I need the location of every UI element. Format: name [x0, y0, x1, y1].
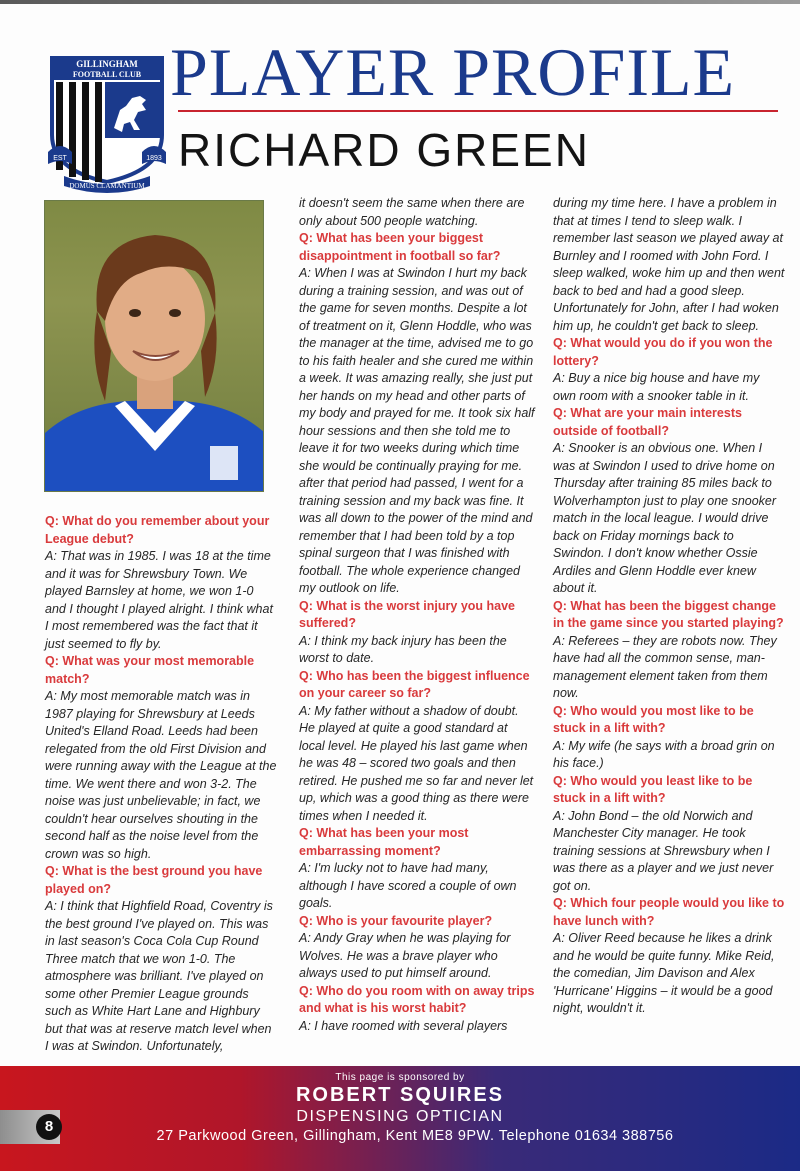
- crest-line2: FOOTBALL CLUB: [72, 70, 142, 79]
- question: Q: What has been your most embarrassing moment?: [299, 826, 469, 858]
- answer: A: Oliver Reed because he likes a drink and he would be quite funny. Mike Reid, the comedian, Jim Davison and Alex 'Hurricane' Higgins – it would be a good night, wouldn't it.: [553, 931, 775, 1015]
- question: Q: What is the worst injury you have suffered?: [299, 598, 516, 630]
- answer: A: I'm lucky not to have had many, although I have scored a couple of own goals.: [299, 861, 517, 910]
- answer: A: Buy a nice big house and have my own room with a snooker table in it.: [553, 371, 760, 403]
- question: Q: What would you do if you won the lottery?: [553, 336, 773, 368]
- title-divider: [178, 110, 778, 112]
- sponsor-tagline: DISPENSING OPTICIAN: [296, 1108, 504, 1125]
- page-title: PLAYER PROFILE: [170, 34, 736, 110]
- sponsor-name: ROBERT SQUIRES: [295, 1084, 505, 1106]
- answer: A: I think my back injury has been the worst to date.: [299, 633, 507, 665]
- player-name: RICHARD GREEN: [178, 124, 590, 176]
- crest-motto: DOMUS CLAMANTIUM: [69, 182, 145, 190]
- question: Q: What is the best ground you have played on?: [45, 864, 263, 896]
- player-portrait-illustration: [45, 201, 264, 492]
- question: Q: Who has been the biggest influence on your career so far?: [299, 668, 530, 700]
- question: Q: What has been your biggest disappointment in football so far?: [299, 231, 501, 263]
- answer: A: John Bond – the old Norwich and Manchester City manager. He took training sessions at Shrewsbury when I was there as a player and we just never got on.: [553, 808, 774, 893]
- question: Q: Who would you least like to be stuck in a lift with?: [553, 773, 753, 805]
- question: Q: Which four people would you like to have lunch with?: [553, 896, 785, 928]
- answer: during my time here. I have a problem in that at times I tend to sleep walk. I remember last season we played away at Burnley and I roomed with John Ford. I sleep walked, woke him up and then went back to bed and had a good sleep. Unfortunately for John, after I had woken him up, he couldn't get back to sleep.: [553, 196, 785, 333]
- question: Q: Who would you most like to be stuck in a lift with?: [553, 703, 754, 735]
- question: Q: Who is your favourite player?: [299, 913, 493, 928]
- club-crest: [42, 40, 172, 195]
- answer: A: Andy Gray when he was playing for Wolves. He was a brave player who always used to put himself around.: [299, 931, 511, 980]
- answer: A: I think that Highfield Road, Coventry is the best ground I've played on. This was in last season's Coca Cola Cup Round Three match that we won 1-0. The atmosphere was brilliant. I've played on some other Premier League grounds such as White Hart Lane and Highbury but that was at reserve match level when I was at Swindon. Unfortunately,: [45, 899, 273, 1053]
- question: Q: What was your most memorable match?: [45, 654, 255, 686]
- answer: A: When I was at Swindon I hurt my back during a training session, and was out of the game for seven months. Despite a lot of treatment on it, Glenn Hoddle, who was the manager at the time, advised me to go to his faith healer and she cured me within a week. It was amazing really, she just put her hands on my head and other parts of my body and prayed for me. It took six half hour sessions and then she told me to leave it for two weeks during which time she would be continually praying for me. after that period had passed, I went for a training session and my back was fine. It was all down to the power of the mind and remember that I had been told by a top spinal surgeon that I was finished with football. The whole experience changed my outlook on life.: [299, 266, 535, 595]
- answer: A: My wife (he says with a broad grin on his face.): [553, 738, 775, 770]
- sponsor-intro: This page is sponsored by: [335, 1072, 465, 1083]
- answer: A: My most memorable match was in 1987 playing for Shrewsbury at Leeds United's Elland Road. Leeds had been relegated from the old First Division and were running away with the League at the time. We went there and won 3-2. The noise was just unbelievable; in fact, we couldn't hear ourselves shouting in the second half as the noise level from the crown was so high.: [45, 689, 277, 861]
- answer: A: Referees – they are robots now. They have had all the common sense, man-management element taken from them now.: [553, 633, 777, 700]
- page-number: 8: [36, 1114, 62, 1140]
- crest-est: EST: [53, 155, 67, 162]
- question: Q: Who do you room with on away trips and what is his worst habit?: [299, 983, 535, 1015]
- interview-column-2: [299, 195, 535, 1035]
- answer: A: Snooker is an obvious one. When I was at Swindon I used to drive home on Thursday after training 85 miles back to Wolverhampton just to play one snooker match in the local league. I would drive back on Friday mornings back to Swindon. I don't know whether Ossie Ardiles and Glenn Hoddle ever knew about it.: [553, 441, 777, 595]
- crest-line1: GILLINGHAM: [76, 59, 138, 69]
- crest-year: 1893: [146, 155, 162, 162]
- sponsor-address: 27 Parkwood Green, Gillingham, Kent ME8 9PW. Telephone 01634 388756: [156, 1128, 674, 1144]
- question: Q: What are your main interests outside of football?: [553, 406, 742, 438]
- interview-column-1: [45, 513, 277, 1056]
- answer: it doesn't seem the same when there are only about 500 people watching.: [299, 196, 525, 228]
- answer: A: I have roomed with several players: [299, 1018, 508, 1033]
- question: Q: What do you remember about your League debut?: [45, 514, 270, 546]
- answer: A: My father without a shadow of doubt. He played at quite a good standard at local level. He played his last game when he was 48 – scored two goals and then retired. He pushed me so far and never let up, which was a good thing as there were times when I needed it.: [299, 703, 534, 823]
- answer: A: That was in 1985. I was 18 at the time and it was for Shrewsbury Town. We played Barnsley at home, we won 1-0 and I thought I played alright. I think what I most remembered was the fact that it just seemed to fly by.: [45, 549, 273, 651]
- top-rule: [0, 0, 800, 4]
- question: Q: What has been the biggest change in the game since you started playing?: [553, 598, 784, 630]
- player-photo: [44, 200, 264, 492]
- interview-column-3: [553, 195, 785, 1018]
